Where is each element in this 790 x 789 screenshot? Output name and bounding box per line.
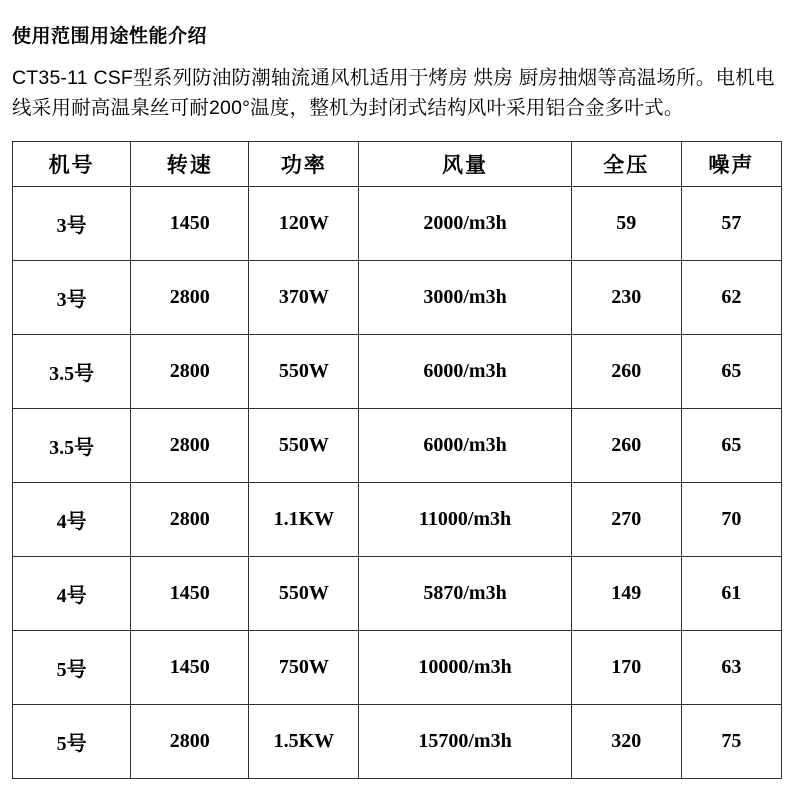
cell-airflow: 15700/m3h xyxy=(359,705,571,779)
cell-noise: 65 xyxy=(681,335,781,409)
cell-speed: 2800 xyxy=(131,483,249,557)
cell-model: 3.5号 xyxy=(13,335,131,409)
cell-speed: 1450 xyxy=(131,631,249,705)
cell-pressure: 149 xyxy=(571,557,681,631)
intro-paragraph: CT35-11 CSF型系列防油防潮轴流通风机适用于烤房 烘房 厨房抽烟等高温场所。电机电线采用耐高温臬丝可耐200°温度，整机为封闭式结构风叶采用铝合金多叶式。 xyxy=(12,66,775,120)
cell-airflow: 6000/m3h xyxy=(359,409,571,483)
cell-model: 4号 xyxy=(13,483,131,557)
cell-noise: 57 xyxy=(681,187,781,261)
column-header-pressure: 全压 xyxy=(571,142,681,187)
specification-table xyxy=(12,141,782,779)
cell-model: 3.5号 xyxy=(13,409,131,483)
cell-model: 5号 xyxy=(13,631,131,705)
cell-speed: 2800 xyxy=(131,335,249,409)
table-header xyxy=(13,142,782,187)
cell-noise: 75 xyxy=(681,705,781,779)
table-header-row xyxy=(13,142,782,187)
cell-speed: 1450 xyxy=(131,557,249,631)
cell-model: 5号 xyxy=(13,705,131,779)
cell-pressure: 270 xyxy=(571,483,681,557)
cell-power: 550W xyxy=(249,557,359,631)
column-header-model: 机号 xyxy=(13,142,131,187)
cell-noise: 70 xyxy=(681,483,781,557)
table-row xyxy=(13,631,782,705)
cell-noise: 62 xyxy=(681,261,781,335)
cell-airflow: 5870/m3h xyxy=(359,557,571,631)
table-row xyxy=(13,335,782,409)
cell-power: 370W xyxy=(249,261,359,335)
cell-airflow: 3000/m3h xyxy=(359,261,571,335)
cell-power: 550W xyxy=(249,335,359,409)
column-header-noise: 噪声 xyxy=(681,142,781,187)
cell-power: 1.5KW xyxy=(249,705,359,779)
cell-power: 550W xyxy=(249,409,359,483)
column-header-speed: 转速 xyxy=(131,142,249,187)
table-row xyxy=(13,409,782,483)
cell-power: 1.1KW xyxy=(249,483,359,557)
cell-noise: 63 xyxy=(681,631,781,705)
cell-airflow: 2000/m3h xyxy=(359,187,571,261)
table-body xyxy=(13,187,782,779)
table-row xyxy=(13,557,782,631)
cell-pressure: 230 xyxy=(571,261,681,335)
cell-model: 3号 xyxy=(13,187,131,261)
cell-pressure: 320 xyxy=(571,705,681,779)
cell-speed: 2800 xyxy=(131,409,249,483)
cell-speed: 2800 xyxy=(131,261,249,335)
page-title: 使用范围用途性能介绍 xyxy=(12,26,208,47)
table-row xyxy=(13,705,782,779)
cell-pressure: 260 xyxy=(571,409,681,483)
cell-pressure: 170 xyxy=(571,631,681,705)
table-row xyxy=(13,483,782,557)
cell-pressure: 260 xyxy=(571,335,681,409)
cell-power: 750W xyxy=(249,631,359,705)
table-row xyxy=(13,261,782,335)
column-header-airflow: 风量 xyxy=(359,142,571,187)
cell-airflow: 11000/m3h xyxy=(359,483,571,557)
cell-pressure: 59 xyxy=(571,187,681,261)
cell-noise: 61 xyxy=(681,557,781,631)
cell-power: 120W xyxy=(249,187,359,261)
cell-airflow: 10000/m3h xyxy=(359,631,571,705)
cell-speed: 2800 xyxy=(131,705,249,779)
cell-model: 4号 xyxy=(13,557,131,631)
table-row xyxy=(13,187,782,261)
cell-model: 3号 xyxy=(13,261,131,335)
cell-speed: 1450 xyxy=(131,187,249,261)
cell-airflow: 6000/m3h xyxy=(359,335,571,409)
column-header-power: 功率 xyxy=(249,142,359,187)
cell-noise: 65 xyxy=(681,409,781,483)
